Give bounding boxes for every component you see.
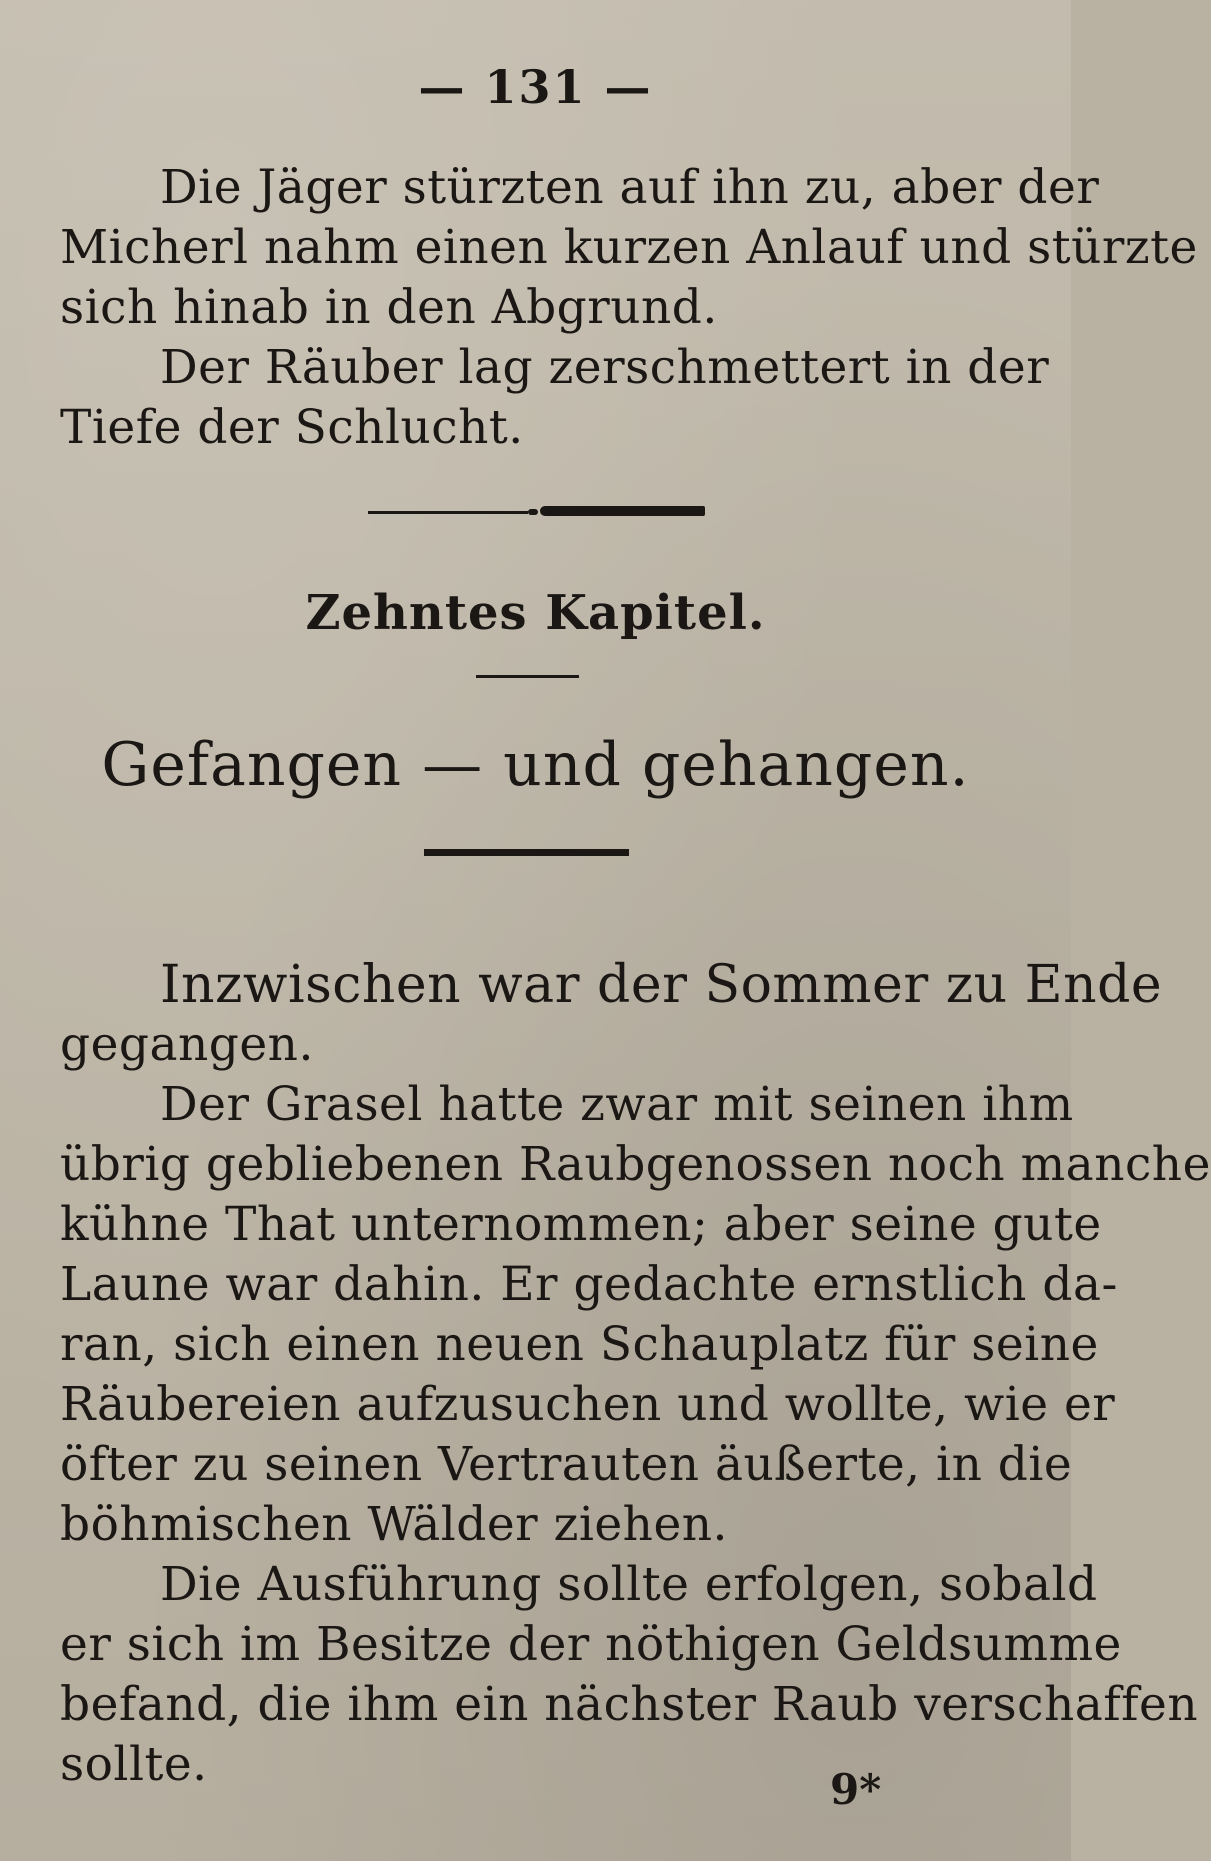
text-line: übrig gebliebenen Raubgenossen noch manche xyxy=(60,1137,1211,1192)
text-line: Laune war dahin. Er gedachte ernstlich da- xyxy=(60,1257,1118,1312)
text-line: Die Ausführung sollte erfolgen, sobald xyxy=(160,1557,1098,1612)
text-line: sollte. xyxy=(60,1737,208,1792)
thick-divider xyxy=(424,849,629,856)
text-line: Die Jäger stürzten auf ihn zu, aber der xyxy=(160,160,1100,215)
text-line: befand, die ihm ein nächster Raub verschaffen xyxy=(60,1677,1199,1732)
text-line: öfter zu seinen Vertrauten äußerte, in die xyxy=(60,1437,1073,1492)
text-line: Micherl nahm einen kurzen Anlauf und stürzte xyxy=(60,220,1198,275)
page-number-header: — 131 — xyxy=(418,60,653,114)
signature-mark: 9* xyxy=(830,1765,882,1814)
text-line: Inzwischen war der Sommer zu Ende xyxy=(160,955,1163,1015)
text-line: böhmischen Wälder ziehen. xyxy=(60,1497,728,1552)
text-line: ran, sich einen neuen Schauplatz für seine xyxy=(60,1317,1099,1372)
text-line: Der Grasel hatte zwar mit seinen ihm xyxy=(160,1077,1074,1132)
text-line: kühne That unternommen; aber seine gute xyxy=(60,1197,1102,1252)
short-divider xyxy=(476,675,579,678)
text-line: er sich im Besitze der nöthigen Geldsumme xyxy=(60,1617,1122,1672)
text-line: Der Räuber lag zerschmettert in der xyxy=(160,340,1050,395)
text-line: sich hinab in den Abgrund. xyxy=(60,280,718,335)
chapter-title: Gefangen — und gehangen. xyxy=(101,730,970,800)
text-line: Räubereien aufzusuchen und wollte, wie er xyxy=(60,1377,1116,1432)
text-line: Tiefe der Schlucht. xyxy=(60,400,524,455)
chapter-heading: Zehntes Kapitel. xyxy=(305,585,766,641)
text-line: gegangen. xyxy=(60,1017,314,1072)
